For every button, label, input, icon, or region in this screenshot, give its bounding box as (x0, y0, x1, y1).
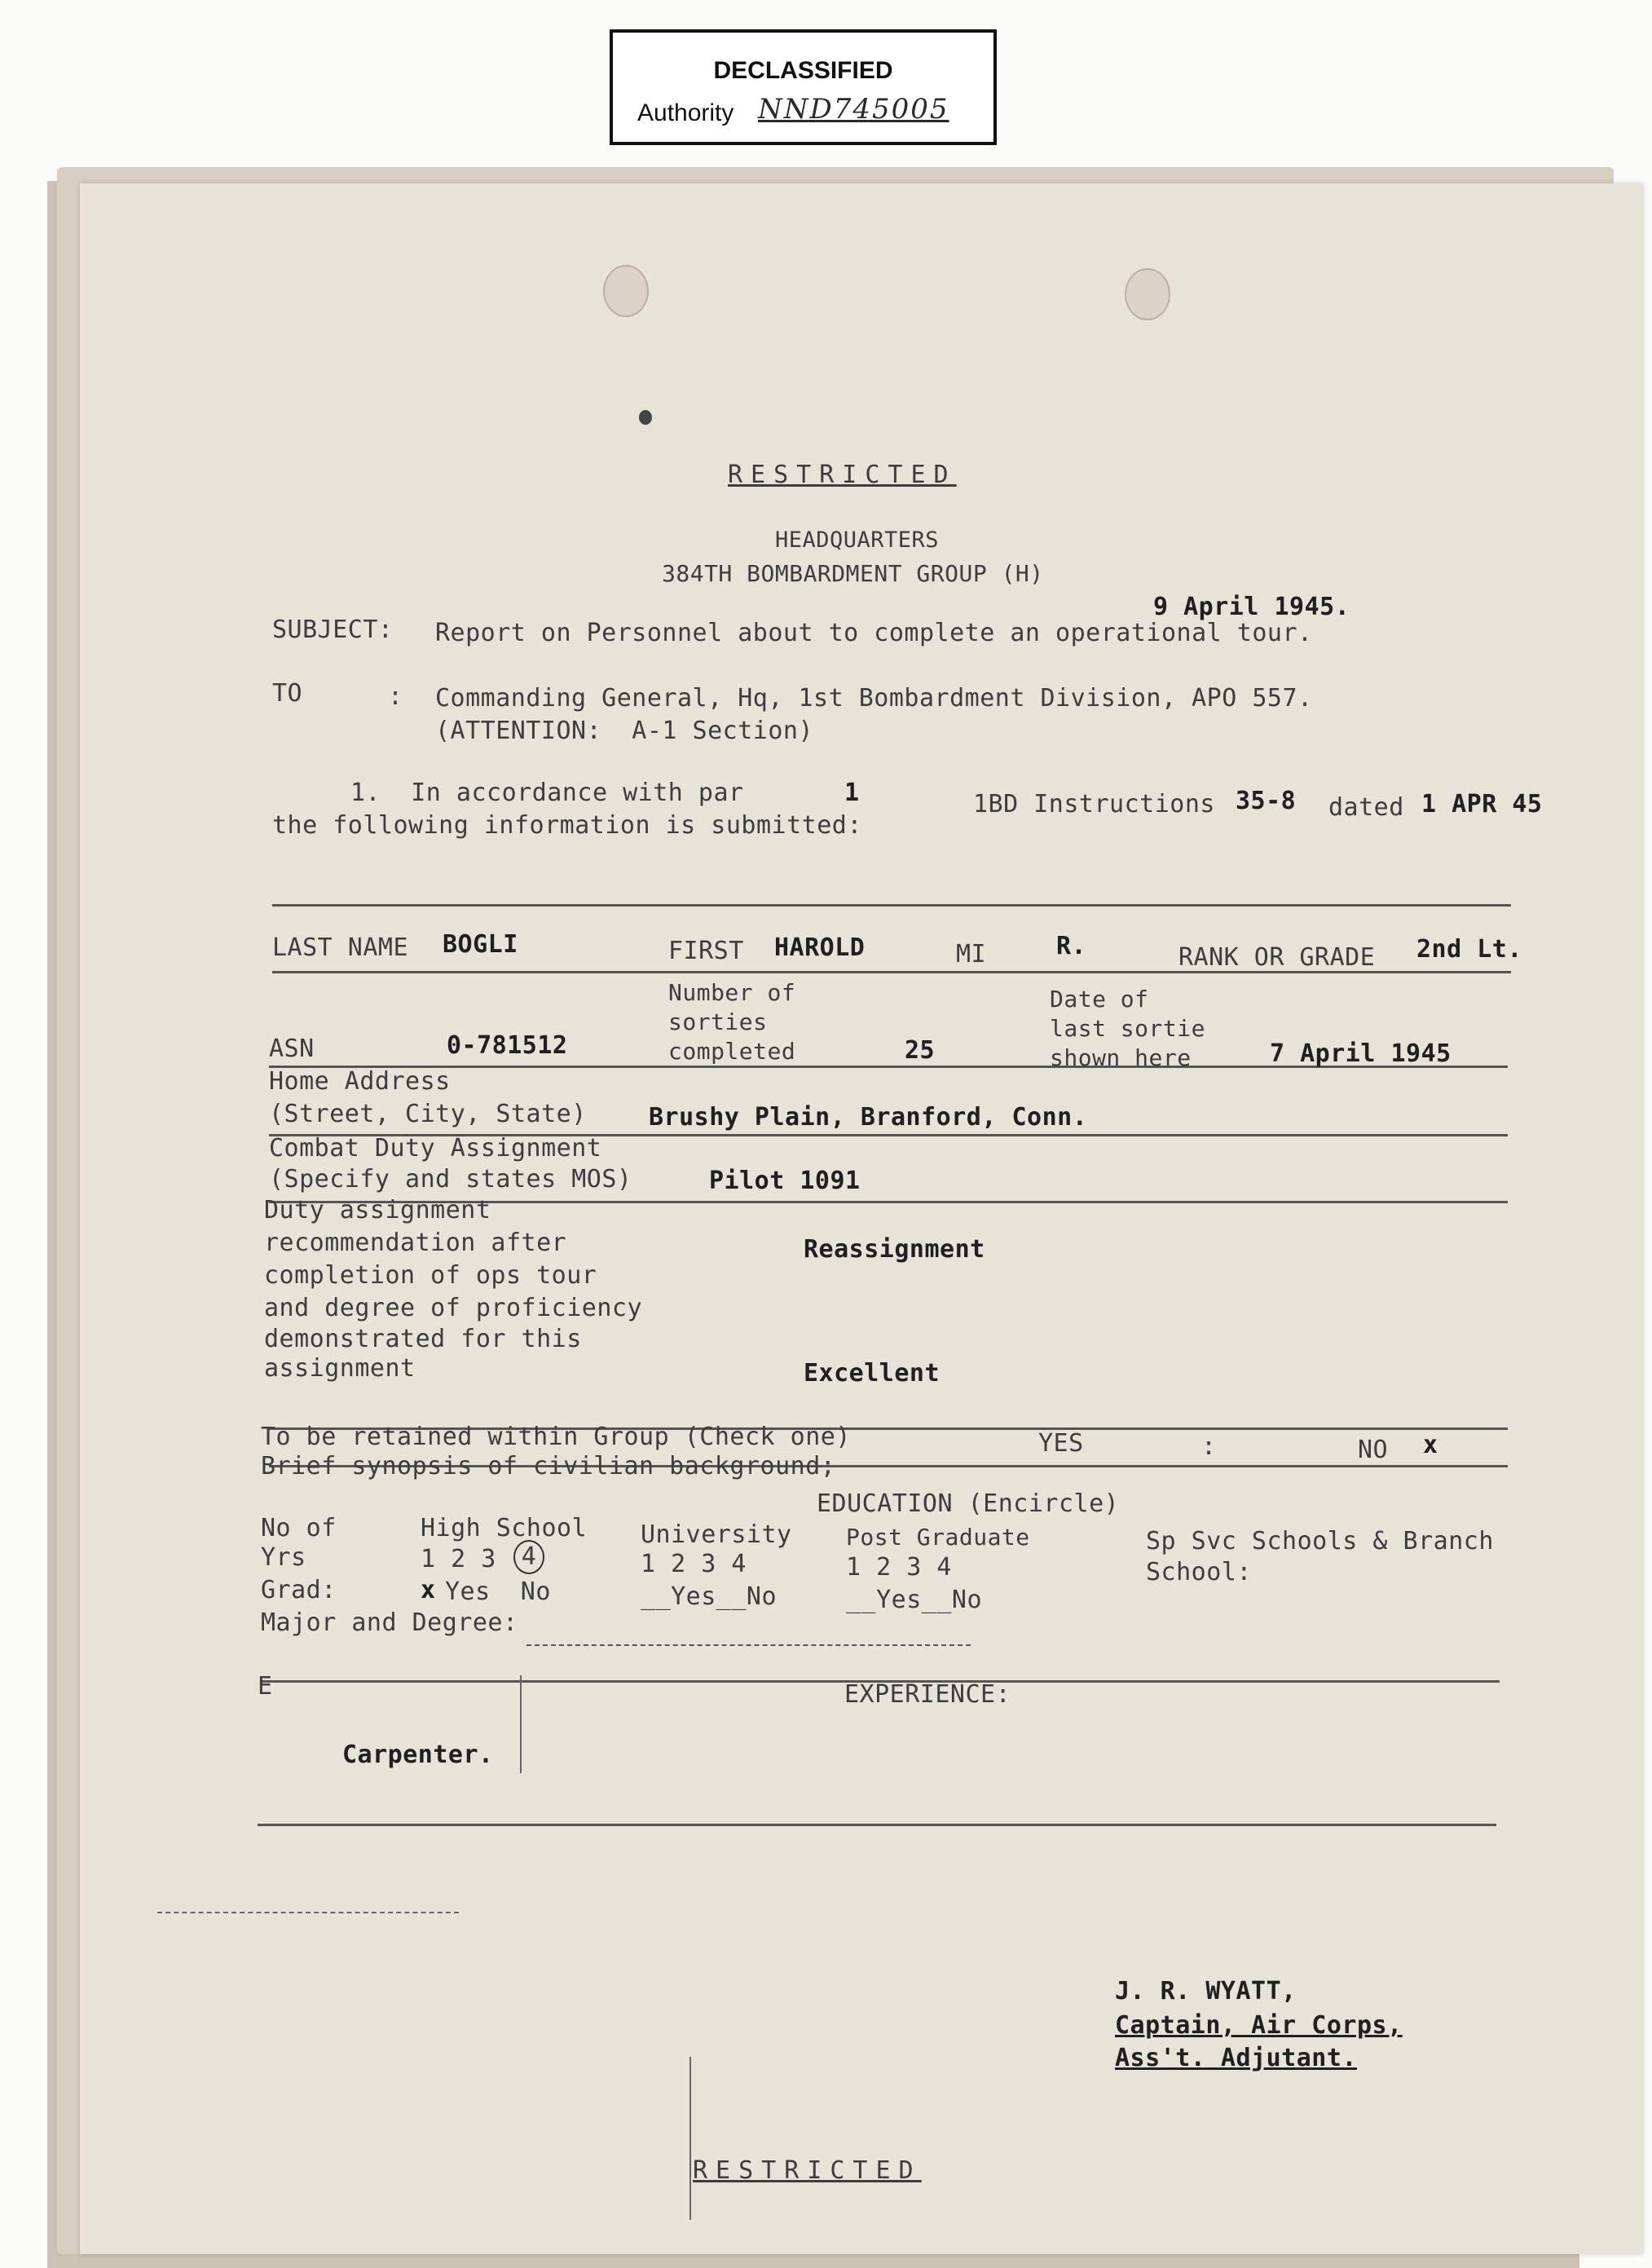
dated-value: 1 APR 45 (1421, 790, 1543, 819)
ink-dot (639, 410, 652, 425)
last-name-value: BOGLI (443, 930, 518, 959)
retained-label: To be retained within Group (Check one) (261, 1423, 851, 1451)
grad-label: Grad: (261, 1576, 337, 1604)
duty-label-3: completion of ops tour (264, 1261, 597, 1290)
mi-label: MI (956, 940, 987, 969)
punch-hole-left (603, 265, 649, 317)
declassified-stamp (610, 29, 997, 145)
asn-label: ASN (269, 1035, 315, 1063)
home-address-value: Brushy Plain, Branford, Conn. (649, 1103, 1088, 1132)
high-school-grad-mark: x (421, 1576, 436, 1604)
duty-label-1: Duty assignment (264, 1196, 491, 1224)
duty-label-5: demonstrated for this (264, 1325, 582, 1353)
sorties-label-3: completed (668, 1038, 796, 1065)
rank-label: RANK OR GRADE (1178, 943, 1376, 972)
combat-label-1: Combat Duty Assignment (269, 1134, 602, 1163)
rank-value: 2nd Lt. (1416, 935, 1522, 964)
retained-colon: : (1201, 1432, 1217, 1461)
university-label: University (641, 1520, 792, 1549)
duty-label-4: and degree of proficiency (264, 1294, 643, 1322)
education-label: EDUCATION (Encircle) (817, 1489, 1120, 1518)
duty-label-6: assignment (264, 1354, 416, 1383)
high-school-circled-year: 4 (513, 1540, 544, 1574)
last-sortie-value: 7 April 1945 (1270, 1039, 1452, 1068)
home-label-1: Home Address (269, 1067, 451, 1096)
sorties-label-2: sorties (668, 1008, 768, 1035)
to-colon: : (388, 682, 403, 711)
last-sortie-label-3: shown here (1050, 1044, 1192, 1071)
form-rule-experience (258, 1824, 1496, 1826)
sorties-value: 25 (905, 1036, 936, 1065)
paragraph-1-start: 1. In accordance with par (350, 779, 744, 807)
mi-value: R. (1056, 932, 1087, 960)
first-name-value: HAROLD (774, 933, 866, 962)
headquarters-title: HEADQUARTERS (775, 527, 940, 553)
instructions-value: 35-8 (1236, 787, 1297, 815)
synopsis-label: Brief synopsis of civilian background; (261, 1452, 836, 1480)
duty-recommendation-value: Reassignment (804, 1235, 985, 1264)
signature-rank: Captain, Air Corps, (1115, 2011, 1403, 2040)
form-rule-top (272, 904, 1511, 907)
dated-label: dated (1328, 793, 1404, 822)
last-name-label: LAST NAME (272, 933, 409, 962)
duty-label-2: recommendation after (264, 1229, 567, 1257)
sorties-label-1: Number of (668, 979, 796, 1006)
major-degree-label: Major and Degree: (261, 1608, 518, 1637)
yrs-label: Yrs (261, 1543, 306, 1572)
sp-svc-label-2: School: (1146, 1558, 1252, 1586)
high-school-label: High School (421, 1514, 588, 1542)
proficiency-value: Excellent (804, 1359, 941, 1388)
form-stroke-2 (689, 2057, 691, 2220)
no-of-label: No of (261, 1514, 337, 1542)
memo-date: 9 April 1945. (1153, 593, 1350, 621)
stamp-authority-value: NND745005 (758, 93, 949, 126)
high-school-yes-no: Yes No (445, 1577, 551, 1606)
subject-label: SUBJECT: (272, 616, 394, 644)
high-school-years: 1 2 3 (421, 1545, 496, 1573)
last-sortie-label-1: Date of (1050, 986, 1149, 1013)
university-grad: __Yes__No (641, 1582, 778, 1611)
form-rule-dash (157, 1912, 459, 1913)
signature-name: J. R. WYATT, (1115, 1977, 1297, 2005)
experience-label: EXPERIENCE: (844, 1680, 1011, 1709)
unit-title: 384TH BOMBARDMENT GROUP (H) (662, 560, 1044, 587)
stamp-authority-label: Authority (637, 99, 734, 126)
retained-no-label: NO (1358, 1436, 1389, 1464)
stamp-title: DECLASSIFIED (713, 57, 893, 84)
experience-prefix: E (258, 1672, 273, 1701)
home-label-2: (Street, City, State) (269, 1100, 587, 1128)
university-years: 1 2 3 4 (641, 1550, 747, 1578)
last-sortie-label-2: last sortie (1050, 1015, 1205, 1042)
retained-no-mark: x (1423, 1431, 1438, 1459)
asn-value: 0-781512 (447, 1031, 568, 1060)
restricted-bottom: RESTRICTED (693, 2156, 922, 2185)
subject-text: Report on Personnel about to complete an operational tour. (435, 619, 1313, 647)
form-rule-major (526, 1644, 971, 1646)
signature-title: Ass't. Adjutant. (1115, 2044, 1357, 2072)
restricted-top: RESTRICTED (728, 461, 957, 489)
first-name-label: FIRST (668, 937, 744, 965)
instructions-label: 1BD Instructions (973, 790, 1215, 819)
post-grad-grad: __Yes__No (846, 1586, 983, 1614)
experience-value: Carpenter. (342, 1741, 494, 1769)
document-page (80, 183, 1643, 2254)
punch-hole-right (1125, 268, 1170, 320)
par-value: 1 (844, 779, 860, 807)
post-grad-label: Post Graduate (846, 1524, 1030, 1551)
to-line-1: Commanding General, Hq, 1st Bombardment Division, APO 557. (435, 684, 1313, 713)
form-stroke-1 (520, 1675, 522, 1773)
post-grad-years: 1 2 3 4 (846, 1553, 952, 1582)
combat-label-2: (Specify and states MOS) (269, 1165, 632, 1194)
combat-duty-value: Pilot 1091 (709, 1167, 861, 1195)
paragraph-1-line-2: the following information is submitted: (272, 811, 862, 840)
to-line-2: (ATTENTION: A-1 Section) (435, 717, 814, 745)
retained-yes-label: YES (1038, 1429, 1084, 1458)
to-label: TO (272, 679, 303, 708)
sp-svc-label-1: Sp Svc Schools & Branch (1146, 1527, 1494, 1555)
